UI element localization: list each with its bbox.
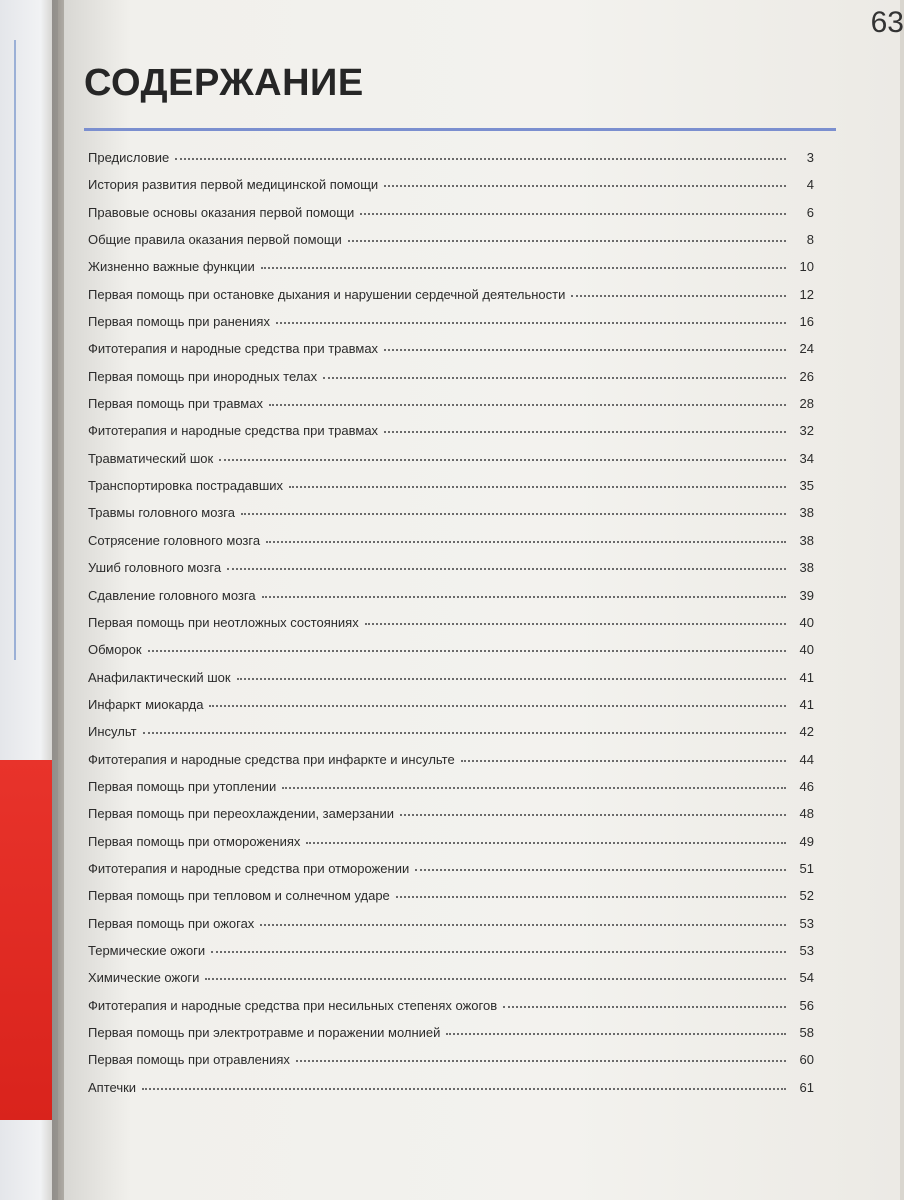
toc-entry-title: Фитотерапия и народные средства при отморожении [88, 860, 410, 876]
toc-entry[interactable] [88, 806, 814, 833]
toc-entry-page: 53 [799, 915, 814, 931]
dot-leader [211, 950, 786, 953]
toc-entry-title: Обморок [88, 642, 142, 658]
toc-entry[interactable] [88, 1080, 814, 1107]
toc-entry-page: 39 [799, 587, 814, 603]
toc-entry-page: 42 [799, 724, 814, 740]
toc-entry[interactable] [88, 451, 814, 478]
toc-entry-page: 44 [799, 751, 814, 767]
toc-entry-title: Травматический шок [88, 450, 214, 466]
toc-entry[interactable] [88, 642, 814, 669]
toc-entry[interactable] [88, 888, 814, 915]
toc-entry-page: 38 [799, 560, 814, 576]
toc-entry-page: 28 [799, 396, 814, 412]
toc-entry[interactable] [88, 1052, 814, 1079]
toc-entry[interactable] [88, 232, 814, 259]
toc-entry-title: Первая помощь при травмах [88, 396, 263, 412]
toc-entry[interactable] [88, 779, 814, 806]
toc-entry-page: 56 [799, 997, 814, 1013]
toc-entry-title: История развития первой медицинской помощи [88, 177, 379, 193]
toc-entry-page: 58 [799, 1025, 814, 1040]
toc-entry-title: Жизненно важные функции [88, 259, 255, 275]
toc-entry-title: Транспортировка пострадавших [88, 478, 284, 494]
toc-entry-page: 24 [799, 341, 814, 357]
dot-leader [262, 595, 786, 598]
dot-leader [396, 895, 786, 898]
toc-entry-page: 41 [799, 696, 814, 712]
toc-entry-page: 60 [799, 1052, 814, 1068]
dot-leader [400, 813, 786, 816]
toc-entry-title: Первая помощь при неотложных состояниях [88, 614, 359, 630]
toc-entry[interactable] [88, 560, 814, 587]
dot-leader [384, 430, 786, 433]
toc-entry[interactable] [88, 177, 814, 204]
toc-entry-page: 40 [799, 614, 814, 630]
toc-entry[interactable] [88, 150, 814, 177]
toc-entry[interactable] [88, 314, 814, 341]
page-heading: СОДЕРЖАНИЕ [84, 62, 364, 104]
toc-entry-page: 4 [806, 177, 814, 193]
dot-leader [227, 567, 786, 570]
toc-entry-title: Ушиб головного мозга [88, 560, 222, 576]
toc-entry[interactable] [88, 970, 814, 997]
toc-entry[interactable] [88, 861, 814, 888]
toc-entry[interactable] [88, 287, 814, 314]
toc-entry-title: Инфаркт миокарда [88, 696, 204, 712]
dot-leader [360, 212, 786, 215]
toc-entry[interactable] [88, 834, 814, 861]
toc-entry[interactable] [88, 1025, 814, 1052]
dot-leader [142, 1087, 786, 1090]
toc-entry-title: Первая помощь при инородных телах [88, 368, 318, 384]
toc-entry-page: 8 [806, 232, 814, 248]
toc-entry-title: Первая помощь при тепловом и солнечном ударе [88, 888, 390, 904]
toc-entry-title: Сдавление головного мозга [88, 587, 256, 603]
toc-entry-title: Аптечки [88, 1079, 137, 1095]
left-page-red-block [0, 760, 52, 1120]
toc-entry-title: Первая помощь при отравлениях [88, 1052, 290, 1068]
toc-entry-page: 10 [799, 259, 814, 275]
dot-leader [266, 540, 786, 543]
dot-leader [241, 512, 786, 515]
dot-leader [446, 1032, 786, 1035]
toc-entry[interactable] [88, 478, 814, 505]
dot-leader [289, 485, 786, 488]
toc-entry[interactable] [88, 615, 814, 642]
toc-entry-title: Термические ожоги [88, 942, 206, 958]
toc-entry-page: 6 [806, 204, 814, 220]
toc-entry-title: Первая помощь при отморожениях [88, 833, 301, 849]
toc-entry[interactable] [88, 259, 814, 286]
toc-entry[interactable] [88, 205, 814, 232]
toc-entry[interactable] [88, 423, 814, 450]
toc-entry-title: Первая помощь при утоплении [88, 778, 277, 794]
toc-entry-page: 32 [799, 423, 814, 439]
toc-entry[interactable] [88, 505, 814, 532]
toc-entry-page: 38 [799, 532, 814, 548]
toc-entry[interactable] [88, 943, 814, 970]
dot-leader [219, 458, 786, 461]
toc-entry[interactable] [88, 396, 814, 423]
toc-entry-title: Первая помощь при ожогах [88, 915, 255, 931]
toc-entry-page: 26 [799, 368, 814, 384]
dot-leader [384, 348, 786, 351]
toc-entry-title: Травмы головного мозга [88, 505, 235, 521]
dot-leader [415, 868, 786, 871]
toc-entry-page: 3 [806, 150, 814, 165]
dot-leader [175, 157, 786, 160]
dot-leader [205, 977, 786, 980]
toc-entry-title: Фитотерапия и народные средства при травмах [88, 341, 379, 357]
toc-entry-title: Сотрясение головного мозга [88, 532, 261, 548]
toc-entry[interactable] [88, 588, 814, 615]
toc-entry[interactable] [88, 724, 814, 751]
dot-leader [461, 759, 786, 762]
toc-entry-title: Инсульт [88, 724, 137, 740]
toc-entry-title: Анафилактический шок [88, 669, 231, 685]
dot-leader [503, 1005, 786, 1008]
toc-entry-title: Первая помощь при электротравме и поражении молнией [88, 1025, 441, 1040]
toc-entry-page: 48 [799, 806, 814, 822]
heading-rule [84, 128, 836, 131]
toc-entry-title: Фитотерапия и народные средства при травмах [88, 423, 379, 439]
toc-entry[interactable] [88, 533, 814, 560]
toc-entry-page: 16 [799, 314, 814, 330]
dot-leader [261, 266, 786, 269]
toc-entry-page: 35 [799, 478, 814, 494]
dot-leader [269, 403, 786, 406]
toc-entry-page: 49 [799, 833, 814, 849]
dot-leader [282, 786, 786, 789]
toc-entry[interactable] [88, 341, 814, 368]
dot-leader [348, 239, 786, 242]
dot-leader [148, 649, 786, 652]
toc-entry[interactable] [88, 369, 814, 396]
toc-entry-page: 34 [799, 450, 814, 466]
toc-entry[interactable] [88, 752, 814, 779]
toc-entry-title: Первая помощь при ранениях [88, 314, 270, 330]
left-page-rule [14, 40, 16, 660]
dot-leader [296, 1059, 786, 1062]
toc-entry-page: 54 [799, 970, 814, 986]
toc-entry-title: Фитотерапия и народные средства при несильных степенях ожогов [88, 997, 498, 1013]
toc-entry-page: 12 [799, 286, 814, 302]
dot-leader [237, 677, 786, 680]
toc-entry-page: 41 [799, 669, 814, 685]
toc-entry-page: 51 [799, 860, 814, 876]
dot-leader [365, 622, 786, 625]
toc-entry-title: Первая помощь при переохлаждении, замерзании [88, 806, 395, 822]
toc-entry-title: Первая помощь при остановке дыхания и нарушении сердечной деятельности [88, 286, 566, 302]
contents-page [64, 0, 904, 1200]
toc-entry-page: 53 [799, 942, 814, 958]
dot-leader [571, 294, 786, 297]
toc-entry-title: Общие правила оказания первой помощи [88, 232, 342, 248]
toc-entry[interactable] [88, 670, 814, 697]
page-number: 63 [870, 6, 904, 39]
toc-entry[interactable] [88, 916, 814, 943]
toc-entry-title: Правовые основы оказания первой помощи [88, 204, 355, 220]
dot-leader [209, 704, 786, 707]
dot-leader [143, 731, 786, 734]
toc-entry[interactable] [88, 998, 814, 1025]
left-page-edge [0, 0, 58, 1200]
dot-leader [323, 376, 786, 379]
dot-leader [276, 321, 786, 324]
dot-leader [260, 923, 786, 926]
table-of-contents [88, 150, 814, 1107]
toc-entry-page: 40 [799, 642, 814, 658]
toc-entry-page: 52 [799, 888, 814, 904]
toc-entry-title: Предисловие [88, 150, 170, 165]
toc-entry-page: 61 [799, 1079, 814, 1095]
toc-entry[interactable] [88, 697, 814, 724]
toc-entry-page: 38 [799, 505, 814, 521]
toc-entry-title: Химические ожоги [88, 970, 200, 986]
dot-leader [384, 184, 786, 187]
toc-entry-title: Фитотерапия и народные средства при инфаркте и инсульте [88, 751, 455, 767]
dot-leader [306, 841, 786, 844]
toc-entry-page: 46 [799, 778, 814, 794]
